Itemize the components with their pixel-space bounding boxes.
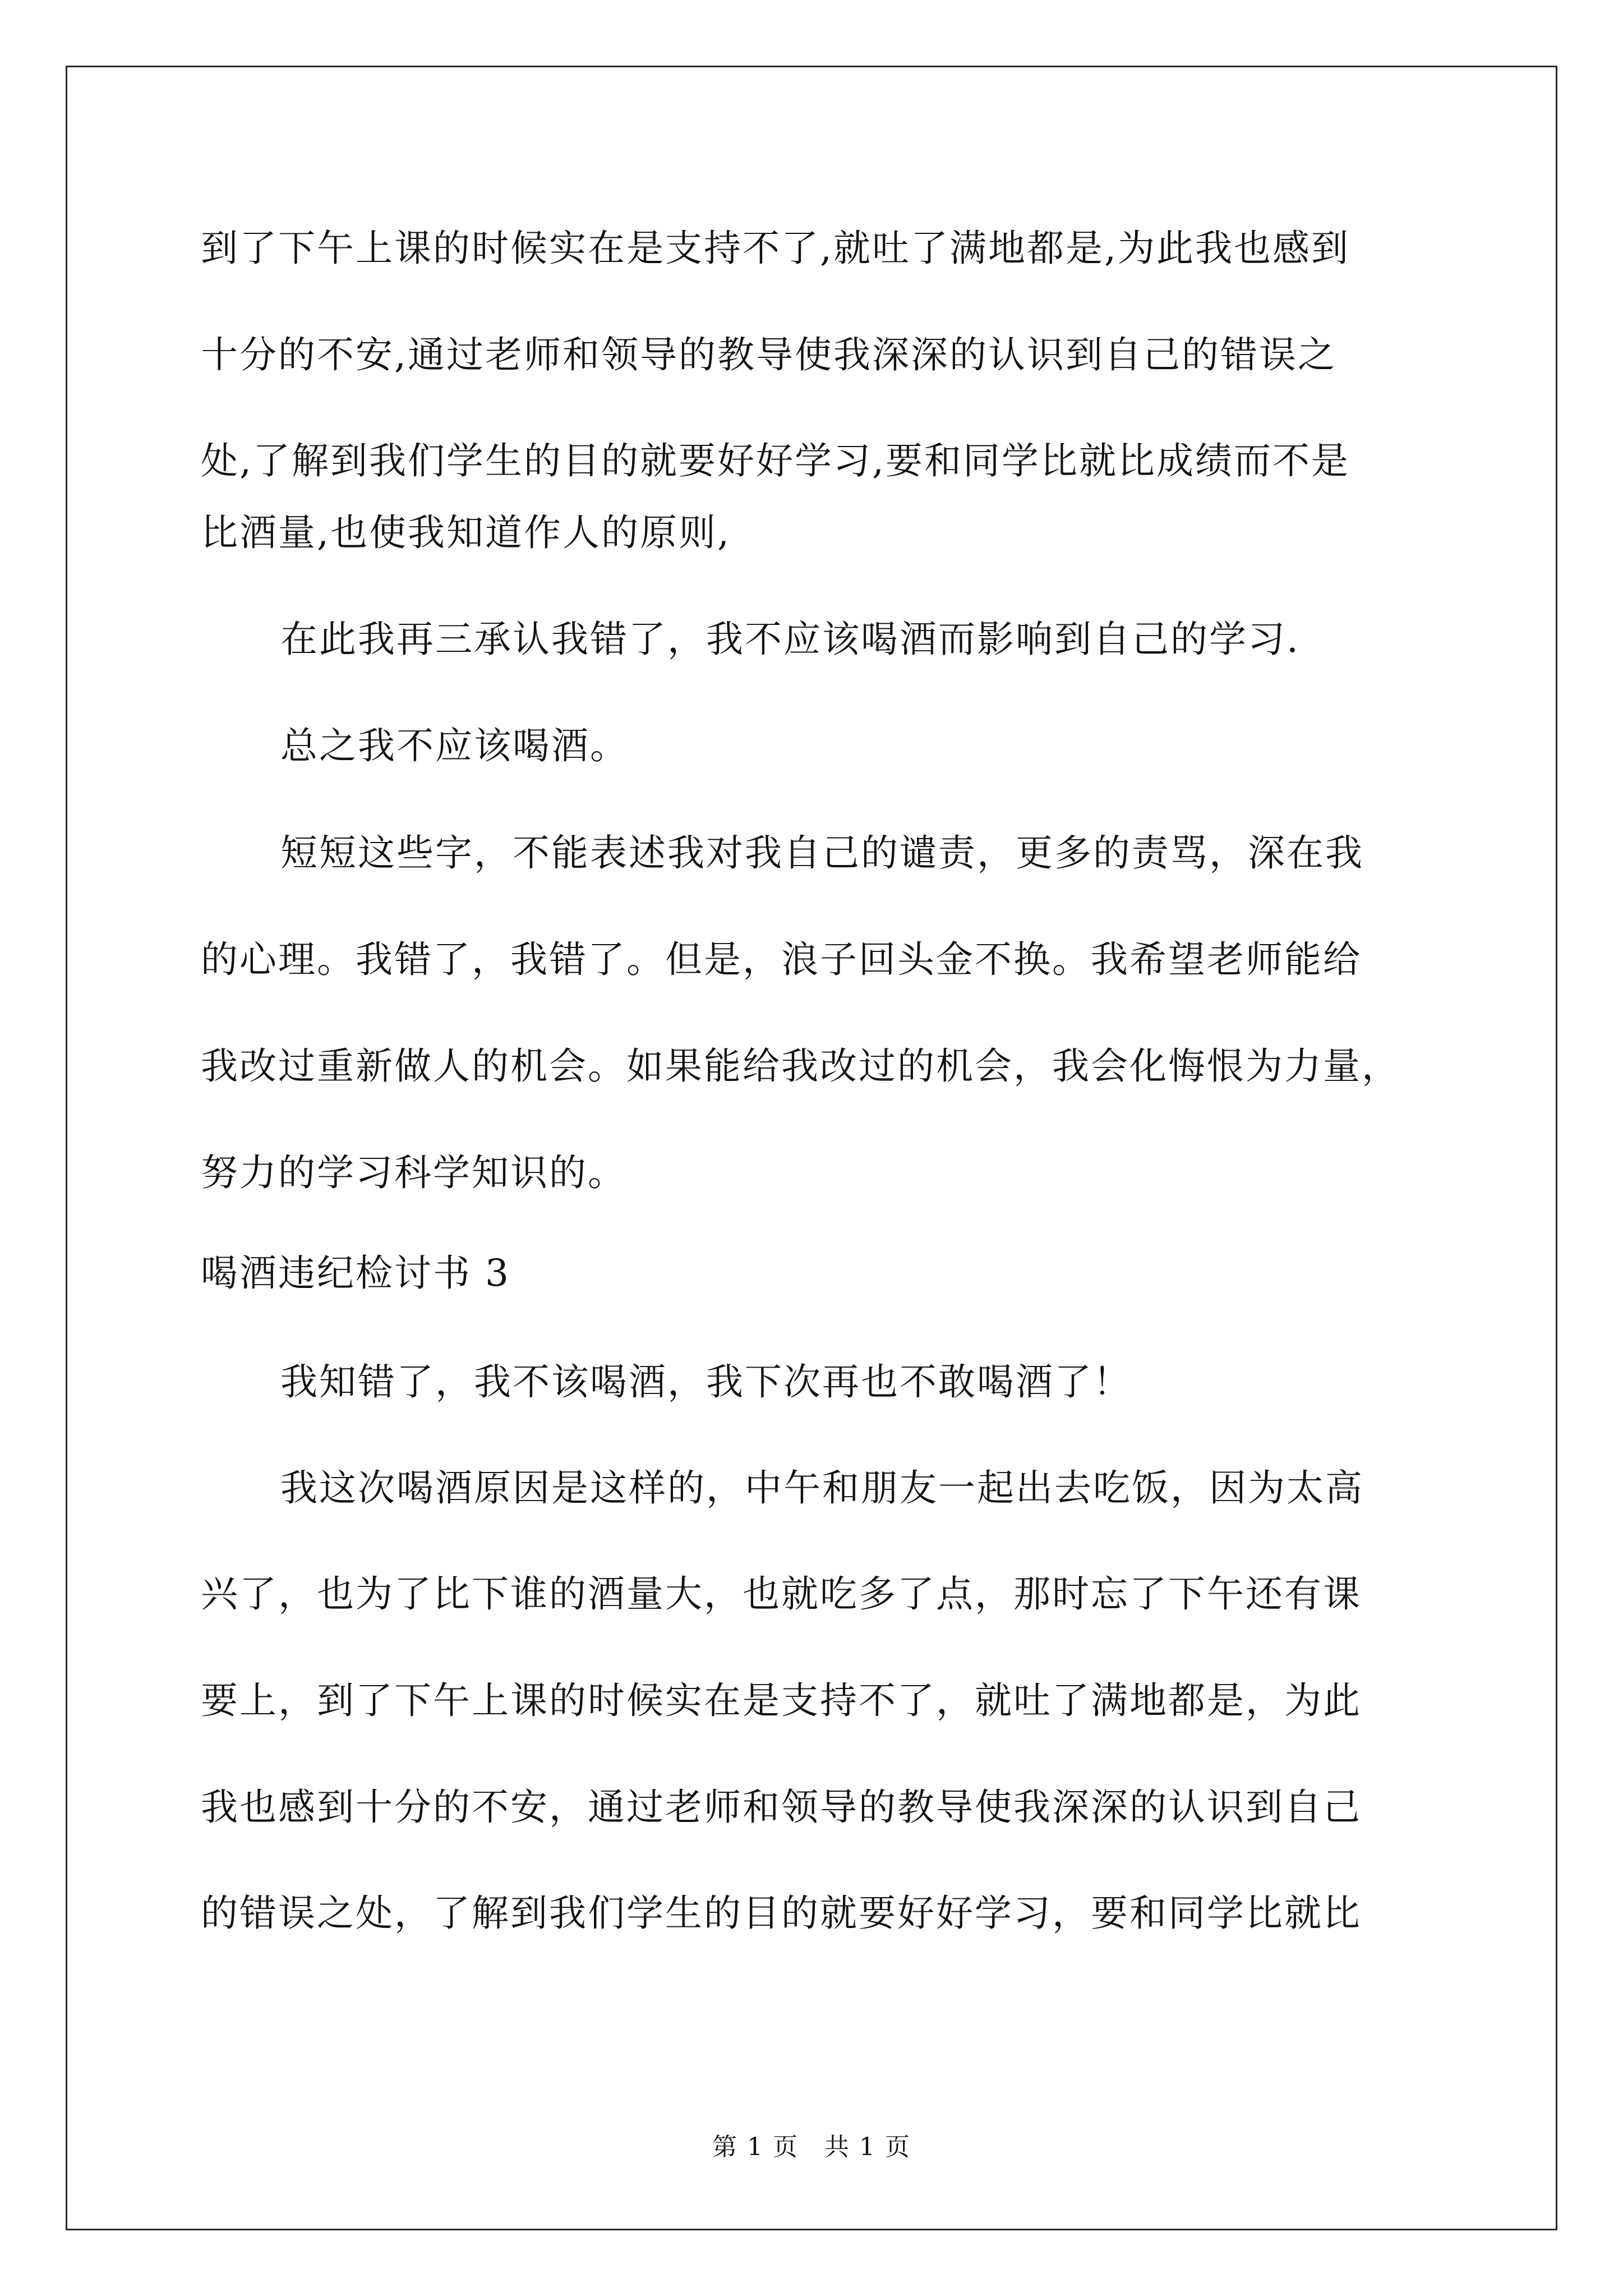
body-text-line: 十分的不安,通过老师和领导的教导使我深深的认识到自己的错误之 <box>201 333 1336 376</box>
body-text-line: 的错误之处，了解到我们学生的目的就要好好学习，要和同学比就比 <box>201 1892 1362 1935</box>
body-text-line: 到了下午上课的时候实在是支持不了,就吐了满地都是,为此我也感到 <box>201 227 1350 270</box>
body-text-line: 比酒量,也使我知道作人的原则, <box>201 511 731 554</box>
body-text-line: 兴了，也为了比下谁的酒量大，也就吃多了点，那时忘了下午还有课 <box>201 1572 1362 1616</box>
body-text-line: 处,了解到我们学生的目的就要好好学习,要和同学比就比成绩而不是 <box>201 439 1350 482</box>
body-text-line: 总之我不应该喝酒。 <box>280 724 629 767</box>
body-text-line: 的心理。我错了，我错了。但是，浪子回头金不换。我希望老师能给 <box>201 938 1362 981</box>
page-number-footer: 第 1 页 共 1 页 <box>712 2133 911 2161</box>
section-title: 喝酒违纪检讨书 3 <box>201 1251 510 1295</box>
body-text-line: 我知错了，我不该喝酒，我下次再也不敢喝酒了！ <box>280 1360 1132 1404</box>
body-text-line: 我改过重新做人的机会。如果能给我改过的机会，我会化悔恨为力量， <box>201 1045 1400 1088</box>
body-text-line: 要上，到了下午上课的时候实在是支持不了，就吐了满地都是，为此 <box>201 1679 1362 1722</box>
body-text-line: 努力的学习科学知识的。 <box>201 1151 626 1194</box>
body-text-line: 我这次喝酒原因是这样的，中午和朋友一起出去吃饭，因为太高 <box>280 1466 1364 1510</box>
body-text-line: 在此我再三承认我错了，我不应该喝酒而影响到自己的学习. <box>280 618 1300 661</box>
body-text-line: 我也感到十分的不安，通过老师和领导的教导使我深深的认识到自己 <box>201 1786 1362 1829</box>
body-text-line: 短短这些字，不能表述我对我自己的谴责，更多的责骂，深在我 <box>280 831 1364 875</box>
